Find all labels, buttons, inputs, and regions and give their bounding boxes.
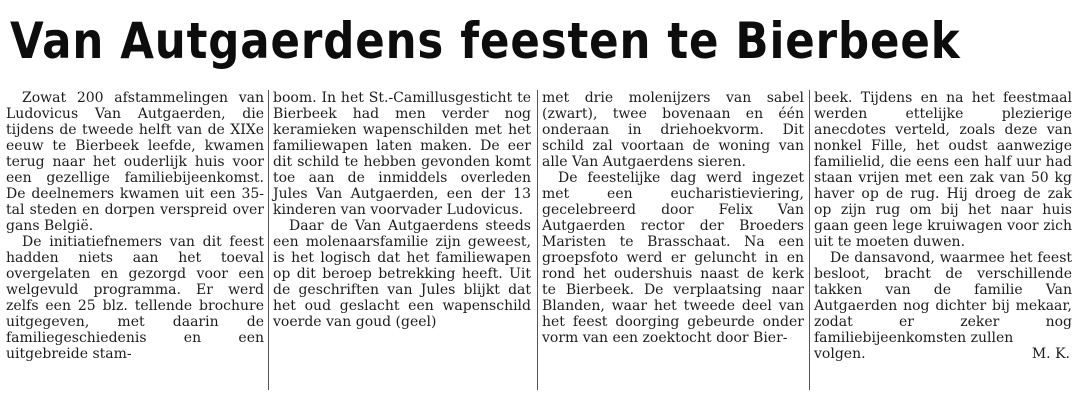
paragraph: Daar de Van Autgaerdens steeds een molenaarsfamilie zijn geweest, is het logisch dat het familiewapen op dit beroep betrekking heeft. Uit de geschriften van Jules blijkt dat het oud geslacht een wapenschild voerde van goud (geel) xyxy=(273,218,531,330)
column-rule xyxy=(809,90,810,390)
author-signature: M. K. xyxy=(1031,346,1070,362)
article-column-4 xyxy=(814,90,1072,362)
paragraph: beek. Tijdens en na het feestmaal werden ettelijke plezierige anecdotes verteld, zoals deze van nonkel Fille, het oudst aanwezige familielid, die eens een half uur had staan vrijen met een zak van 50 kg haver op de rug. Hij droeg de zak op zijn rug om bij het naar huis gaan geen lege kruiwagen voor zich uit te moeten duwen. xyxy=(814,90,1072,250)
paragraph: De feestelijke dag werd ingezet met een eucharistieviering, gecelebreerd door Felix Van Autgaerden rector der Broeders Maristen te Brasschaat. Na een groepsfoto werd er geluncht in en rond het oudershuis naast de kerk te Bierbeek. De verplaatsing naar Blanden, waar het tweede deel van het feest doorging gebeurde onder vorm van een zoektocht door Bier- xyxy=(542,170,804,346)
article-headline: Van Autgaerdens feesten te Bierbeek xyxy=(10,12,961,70)
column-rule xyxy=(537,90,538,390)
column-rule xyxy=(268,90,269,390)
paragraph: boom. In het St.-Camillusgesticht te Bierbeek had men verder nog keramieken wapenschilden met het familiewapen laten maken. De eer dit schild te hebben gevonden komt toe aan de inmiddels overleden Jules Van Autgaerden, een der 13 kinderen van voorvader Ludovicus. xyxy=(273,90,531,218)
paragraph: Zowat 200 afstammelingen van Ludovicus Van Autgaerden, die tijdens de tweede helft van de XIXe eeuw te Bierbeek leefde, kwamen terug naar het ouderlijk huis voor een gezellige familiebijeenkomst. De deelnemers kwamen uit een 35-tal steden en dorpen verspreid over gans België. xyxy=(6,90,264,234)
paragraph: De dansavond, waarmee het feest besloot, bracht de verschillende takken van de familie Van Autgaerden nog dichter bij mekaar, zodat er zeker nog familiebijeenkomsten zullen xyxy=(814,250,1072,346)
article-column-3 xyxy=(542,90,804,346)
closing-word: volgen. xyxy=(814,346,866,362)
article-column-1 xyxy=(6,90,264,362)
closing-line xyxy=(814,346,1072,362)
paragraph: De initiatiefnemers van dit feest hadden niets aan het toeval overgelaten en gezorgd voor een welgevuld programma. Er werd zelfs een 25 blz. tellende brochure uitgegeven, met daarin de familiegeschiedenis en een uitgebreide stam- xyxy=(6,234,264,362)
article-column-2 xyxy=(273,90,531,330)
paragraph: met drie molenijzers van sabel (zwart), twee bovenaan en één onderaan in driehoekvorm. Dit schild zal voortaan de woning van alle Van Autgaerdens sieren. xyxy=(542,90,804,170)
